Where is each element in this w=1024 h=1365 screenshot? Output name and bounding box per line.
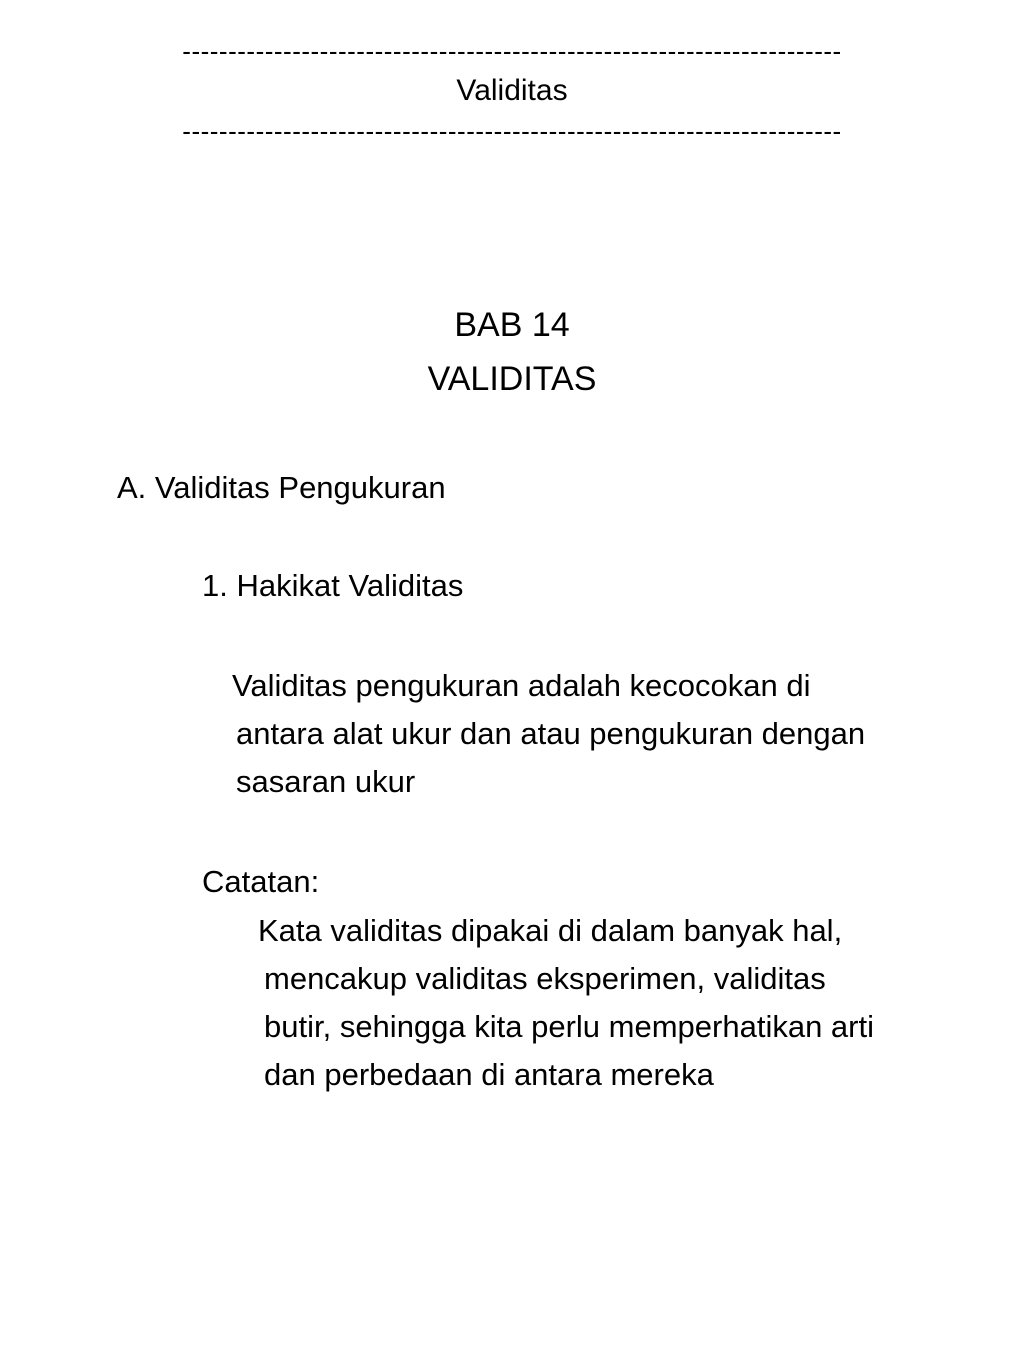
note-label: Catatan: <box>202 864 320 899</box>
chapter-title: VALIDITAS <box>427 360 597 398</box>
definition-line: sasaran ukur <box>236 764 416 799</box>
note-line: mencakup validitas eksperimen, validitas <box>264 961 826 996</box>
definition-line: antara alat ukur dan atau pengukuran dengan <box>236 716 866 751</box>
subsection-heading: 1. Hakikat Validitas <box>202 568 464 603</box>
note-line: dan perbedaan di antara mereka <box>264 1057 714 1092</box>
definition-line: Validitas pengukuran adalah kecocokan di <box>232 668 811 703</box>
chapter-number: BAB 14 <box>454 306 570 344</box>
header-rule-top: ------------------------------------------------------------------------ <box>182 38 842 64</box>
header-title: Validitas <box>456 74 568 107</box>
header-rule-bottom: ------------------------------------------------------------------------ <box>182 118 842 144</box>
note-paragraph <box>258 907 874 1099</box>
definition-paragraph <box>232 662 866 806</box>
section-heading: A. Validitas Pengukuran <box>117 470 446 505</box>
note-line: Kata validitas dipakai di dalam banyak hal, <box>258 913 843 948</box>
note-line: butir, sehingga kita perlu memperhatikan arti <box>264 1009 874 1044</box>
